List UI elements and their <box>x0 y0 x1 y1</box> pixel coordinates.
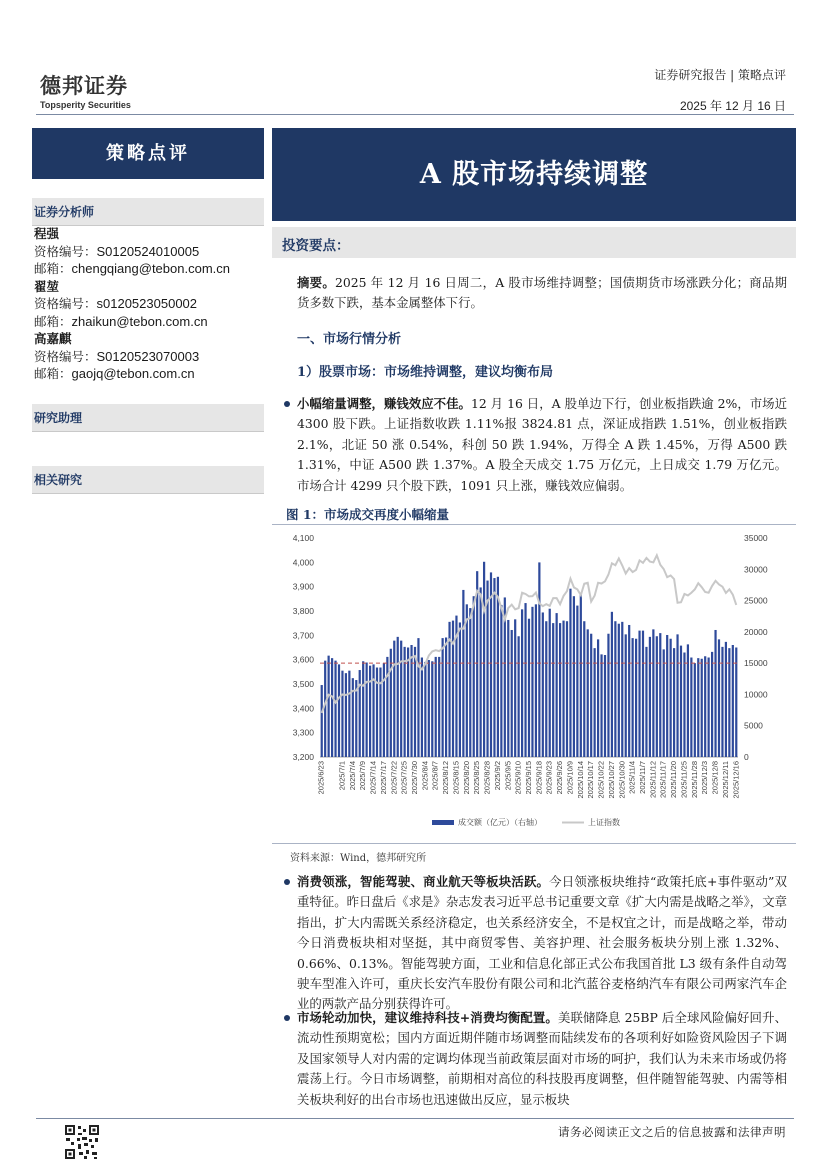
chart-legend <box>432 817 620 827</box>
volume-bar <box>379 668 381 757</box>
right-tick-label: 0 <box>744 752 749 762</box>
right-axis <box>744 533 768 762</box>
volume-bar <box>614 621 616 757</box>
analyst-name: 高嘉麒 <box>34 331 72 346</box>
figure-divider <box>272 843 796 844</box>
volume-bar <box>656 636 658 757</box>
x-tick-label: 2025/12/8 <box>710 761 720 795</box>
analyst-list <box>34 225 230 383</box>
report-type: 证券研究报告 | 策略点评 <box>654 68 786 82</box>
x-tick-label: 2025/7/14 <box>368 761 378 795</box>
bullet-paragraph <box>297 872 787 1015</box>
volume-bar <box>542 612 544 757</box>
report-title: A 股市场持续调整 <box>272 128 796 221</box>
volume-bar <box>618 624 620 757</box>
volume-bar <box>369 666 371 757</box>
volume-bar <box>511 630 513 757</box>
x-tick-label: 2025/9/15 <box>524 761 533 795</box>
legend-swatch-volume <box>432 820 454 825</box>
volume-bar <box>728 648 730 757</box>
volume-bar <box>459 622 461 757</box>
volume-bar <box>549 609 551 757</box>
subsection-heading: 1）股票市场：市场维持调整，建议均衡布局 <box>297 365 554 380</box>
x-tick-label: 2025/10/17 <box>586 761 596 799</box>
x-tick-label: 2025/10/22 <box>596 761 606 799</box>
volume-bar <box>732 645 734 757</box>
left-tick-label: 3,500 <box>292 679 314 689</box>
right-tick-label: 30000 <box>744 564 768 575</box>
bullet-icon <box>284 1015 290 1021</box>
bullet-text: 今日领涨板块维持“政策托底+事件驱动”双重特征。昨日盘后《求是》杂志发表习近平总书记重要文章《扩大内需是战略之举》，文章指出，扩大内需既关系经济稳定，也关系经济安全，不是权宜之计，而是战略之举，带动今日消费板块相对坚挺，其中商贸零售、美容护理、社会服务板块分别上涨 1.32%、0.66%、0.13%。智能驾驶方面，工业和信息化部正式公布我国首批 L3 级有条件自动驾驶车型准入许可，重庆长安汽车股份有限公司和北汽蓝谷麦格纳汽车有限公司两家汽车企业的两款产品分别获得许可。 <box>297 874 787 1012</box>
volume-bar <box>625 634 627 757</box>
email-link[interactable]: chengqiang@tebon.com.cn <box>71 261 230 276</box>
volume-bar <box>324 661 326 757</box>
x-tick-label: 2025/8/20 <box>461 761 471 795</box>
analyst-cert <box>34 295 230 313</box>
report-date: 2025 年 12 月 16 日 <box>679 99 786 113</box>
volume-bar <box>435 657 437 757</box>
volume-bar <box>711 652 713 757</box>
x-tick-label: 2025/7/1 <box>337 761 347 791</box>
volume-bar <box>569 589 571 757</box>
volume-bar <box>473 596 475 757</box>
analyst-card <box>34 278 230 331</box>
volume-bar <box>562 621 564 757</box>
volume-bar <box>442 638 444 757</box>
x-tick-label: 2025/12/11 <box>720 761 730 798</box>
volume-bar <box>514 619 516 757</box>
volume-bar <box>638 631 640 757</box>
volume-bar <box>666 635 668 757</box>
assistant-heading: 研究助理 <box>32 404 264 432</box>
volume-bar <box>701 659 703 757</box>
volume-bar <box>500 605 502 757</box>
cert-label: 资格编号： <box>34 296 97 311</box>
bullet-text: 12 月 16 日，A 股单边下行，创业板指跌逾 2%，市场近 4300 股下跌。上证指数收跌 1.11%报 3824.81 点，深证成指跌 1.51%，创业板指跌 2.1%，北证 50 涨 0.54%，科创 50 跌 1.94%，万得全 A 跌 1.45%，万得 A500 跌 1.31%，中证 A500 跌 1.37%。A 股全天成交 1.75 万亿元，上日成交 1.79 万亿元。市场合计 4299 只个股下跌，1091 只上涨，赚钱效应偏弱。 <box>297 396 787 493</box>
volume-bar <box>663 649 665 757</box>
volume-bar <box>621 622 623 757</box>
x-tick-label: 2025/9/18 <box>534 761 544 795</box>
volume-bar <box>490 572 492 757</box>
volume-bar <box>690 658 692 757</box>
analyst-card <box>34 225 230 278</box>
volume-bar <box>345 673 347 757</box>
bullet-lead: 消费领涨，智能驾驶、商业航天等板块活跃。 <box>297 874 550 889</box>
legend-label-volume: 成交额（亿元）（右轴） <box>458 818 542 827</box>
summary-text: 2025 年 12 月 16 日周二，A 股市场维持调整；国债期货市场涨跌分化；商品期货多数下跌，基本金属整体下行。 <box>297 275 787 311</box>
volume-bar <box>331 658 333 757</box>
volume-bar <box>400 641 402 757</box>
analyst-email <box>34 365 230 383</box>
volume-bar <box>680 646 682 757</box>
key-points-label: 投资要点： <box>282 238 350 254</box>
left-tick-label: 3,400 <box>292 703 314 714</box>
volume-bar <box>462 590 464 757</box>
cert-number: S0120524010005 <box>96 243 200 259</box>
x-tick-label: 2025/7/9 <box>358 761 368 791</box>
volume-bar <box>652 629 654 757</box>
bullet-paragraph <box>297 394 787 496</box>
cert-label: 资格编号： <box>34 348 97 364</box>
volume-bar <box>587 629 589 757</box>
analyst-heading: 证券分析师 <box>32 198 264 226</box>
volume-bar <box>576 606 578 757</box>
volume-bar <box>590 634 592 757</box>
figure-title: 图 1：市场成交再度小幅缩量 <box>272 505 796 525</box>
volume-bar <box>670 639 672 757</box>
x-tick-label: 2025/11/12 <box>648 761 658 798</box>
left-tick-label: 3,900 <box>292 581 314 592</box>
bullet-text: 美联储降息 25BP 后全球风险偏好回升、流动性预期宽松；国内方面近期伴随市场调整而陆续发布的各项利好如险资风险因子下调及国家领导人对内需的定调均体现当前政策层面对市场的呵护，我们认为未来市场或仍将震荡上行。今日市场调整，前期相对高位的科技股再度调整，但伴随智能驾驶、内需等相关板块利好的出台市场也迅速做出反应，显示板块 <box>297 1010 787 1107</box>
volume-bar <box>683 653 685 757</box>
x-tick-label: 2025/10/9 <box>565 761 575 795</box>
volume-bar <box>528 619 530 757</box>
volume-bar <box>445 637 447 757</box>
volume-bar <box>708 658 710 757</box>
volume-bar <box>428 660 430 757</box>
volume-index-chart <box>272 528 796 840</box>
x-tick-label: 2025/10/14 <box>575 761 585 799</box>
legend-label-index: 上证指数 <box>588 818 620 827</box>
volume-bar <box>383 663 385 757</box>
x-tick-label: 2025/10/27 <box>606 761 616 799</box>
volume-bar <box>725 642 727 757</box>
volume-bar <box>659 633 661 757</box>
x-tick-label: 2025/9/2 <box>492 761 502 791</box>
x-tick-label: 2025/11/28 <box>689 761 699 798</box>
volume-bar <box>483 562 485 757</box>
email-label: 邮箱： <box>34 366 72 381</box>
x-tick-label: 2025/10/30 <box>617 761 627 799</box>
summary-lead: 摘要。 <box>297 275 336 290</box>
volume-bar <box>448 622 450 757</box>
analyst-email <box>34 313 230 331</box>
volume-bar <box>718 639 720 757</box>
volume-bar <box>417 638 419 757</box>
footer-divider <box>36 1118 794 1119</box>
volume-bar <box>697 658 699 757</box>
volume-bar <box>438 657 440 757</box>
email-label: 邮箱： <box>34 261 72 276</box>
summary-paragraph <box>297 273 787 314</box>
header-meta <box>654 66 786 114</box>
volume-bar <box>338 664 340 757</box>
volume-bar <box>642 631 644 757</box>
volume-bar <box>611 612 613 757</box>
volume-bar <box>583 621 585 757</box>
volume-bar <box>334 661 336 757</box>
volume-bar <box>466 604 468 757</box>
volume-bar <box>421 658 423 757</box>
volume-bar <box>348 671 350 757</box>
right-tick-label: 25000 <box>744 595 768 606</box>
x-tick-label: 2025/8/15 <box>451 761 461 795</box>
volume-bar <box>493 578 495 757</box>
x-tick-label: 2025/8/25 <box>472 761 482 795</box>
volume-bar <box>397 637 399 757</box>
x-tick-label: 2025/7/25 <box>399 761 409 795</box>
volume-bar <box>469 608 471 757</box>
section-heading: 一、市场行情分析 <box>297 332 402 347</box>
volume-bar <box>580 593 582 757</box>
volume-bar <box>556 613 558 757</box>
volume-bar <box>628 625 630 757</box>
brand-name-en: Topsperity Securities <box>40 100 131 110</box>
analyst-card <box>34 330 230 383</box>
volume-bar <box>597 639 599 757</box>
disclaimer-note: 请务必阅读正文之后的信息披露和法律声明 <box>558 1125 786 1139</box>
x-tick-label: 2025/8/7 <box>430 761 440 791</box>
volume-bar <box>649 637 651 757</box>
right-tick-label: 5000 <box>744 720 763 731</box>
volume-bar <box>362 661 364 757</box>
x-tick-label: 2025/11/17 <box>658 761 668 798</box>
section-label: 策略点评 <box>32 128 264 179</box>
related-heading: 相关研究 <box>32 466 264 494</box>
volume-bar <box>518 636 520 757</box>
x-tick-label: 2025/11/7 <box>638 761 647 794</box>
volume-bar <box>694 663 696 757</box>
email-link[interactable]: zhaikun@tebon.com.cn <box>71 313 208 329</box>
volume-bar <box>607 634 609 757</box>
right-tick-label: 20000 <box>744 626 768 637</box>
volume-bar <box>524 603 526 757</box>
volume-bar <box>341 671 343 757</box>
volume-bar <box>366 663 368 757</box>
x-tick-label: 2025/12/16 <box>731 761 741 799</box>
volume-bar <box>386 657 388 757</box>
volume-bar <box>559 623 561 757</box>
volume-bar <box>359 670 361 757</box>
header-divider <box>36 114 794 115</box>
volume-bar <box>531 607 533 757</box>
bullet-lead: 市场轮动加快，建议维持科技+消费均衡配置。 <box>297 1010 558 1025</box>
volume-bar <box>497 577 499 757</box>
volume-bar <box>476 571 478 757</box>
volume-bar <box>486 581 488 757</box>
left-tick-label: 3,200 <box>292 752 314 762</box>
analyst-email <box>34 260 230 278</box>
cert-label: 资格编号： <box>34 243 97 259</box>
volume-bar <box>600 654 602 757</box>
volume-bar <box>632 638 634 757</box>
x-tick-label: 2025/11/4 <box>627 761 637 794</box>
volume-bar <box>321 685 323 757</box>
volume-bar <box>735 648 737 758</box>
left-tick-label: 3,700 <box>292 630 314 641</box>
x-axis-ticks <box>317 761 741 799</box>
volume-bar <box>687 644 689 757</box>
x-tick-label: 2025/8/4 <box>420 761 430 791</box>
volume-bar <box>566 621 568 757</box>
x-tick-label: 2025/6/23 <box>316 761 326 795</box>
figure-source: 资料来源：Wind，德邦研究所 <box>290 853 427 864</box>
x-tick-label: 2025/7/22 <box>389 761 399 795</box>
volume-bar <box>390 649 392 757</box>
analyst-name: 程强 <box>34 226 60 241</box>
volume-bar <box>480 587 482 757</box>
bullet-icon <box>284 879 290 885</box>
volume-bar <box>393 641 395 757</box>
bullet-lead: 小幅缩量调整，赚钱效应不佳。 <box>297 396 471 411</box>
volume-bar <box>573 596 575 757</box>
email-link[interactable]: gaojq@tebon.com.cn <box>71 366 195 381</box>
email-label: 邮箱： <box>34 313 72 329</box>
cert-number: S0120523070003 <box>96 348 200 364</box>
volume-bar <box>545 621 547 757</box>
right-tick-label: 35000 <box>744 533 768 543</box>
x-tick-label: 2025/11/25 <box>679 761 689 798</box>
x-tick-label: 2025/8/28 <box>482 761 492 795</box>
volume-bar <box>538 562 540 757</box>
volume-bar <box>714 630 716 757</box>
volume-bar <box>704 656 706 757</box>
brand-name-cn: 德邦证券 <box>40 74 128 98</box>
brand-logo <box>40 70 131 110</box>
bullet-paragraph <box>297 1008 787 1110</box>
x-tick-label: 2025/12/3 <box>700 761 710 795</box>
left-tick-label: 3,300 <box>292 727 314 738</box>
x-tick-label: 2025/7/17 <box>378 761 388 795</box>
x-tick-label: 2025/9/5 <box>503 761 513 791</box>
volume-bar <box>635 639 637 757</box>
volume-bar <box>604 655 606 757</box>
x-tick-label: 2025/9/23 <box>544 761 554 795</box>
x-tick-label: 2025/9/26 <box>555 761 565 795</box>
x-tick-label: 2025/8/12 <box>441 761 451 795</box>
right-tick-label: 10000 <box>744 689 768 700</box>
analyst-cert <box>34 243 230 261</box>
volume-bar <box>407 648 409 758</box>
volume-bar <box>521 609 523 757</box>
right-tick-label: 15000 <box>744 658 768 669</box>
analyst-cert <box>34 348 230 366</box>
volume-bar <box>328 656 330 757</box>
volume-bar <box>535 604 537 757</box>
left-tick-label: 4,000 <box>292 557 314 568</box>
volume-bar <box>431 661 433 757</box>
volume-bar <box>410 645 412 757</box>
analyst-name: 翟堃 <box>34 278 60 294</box>
volume-bar <box>676 634 678 757</box>
bullet-icon <box>284 401 290 407</box>
x-tick-label: 2025/11/20 <box>669 761 679 798</box>
qr-code-icon <box>64 1124 100 1160</box>
volume-bar <box>594 648 596 757</box>
x-tick-label: 2025/7/4 <box>347 761 357 791</box>
x-tick-label: 2025/7/30 <box>410 761 419 795</box>
volume-bar <box>673 648 675 757</box>
volume-bar <box>507 620 509 757</box>
left-tick-label: 4,100 <box>292 533 314 543</box>
x-tick-label: 2025/9/10 <box>513 761 523 795</box>
volume-bar <box>424 662 426 757</box>
left-tick-label: 3,600 <box>292 654 314 665</box>
volume-bar <box>552 623 554 757</box>
cert-number: s0120523050002 <box>96 296 198 311</box>
key-points-bar <box>272 227 796 258</box>
left-tick-label: 3,800 <box>292 606 314 616</box>
